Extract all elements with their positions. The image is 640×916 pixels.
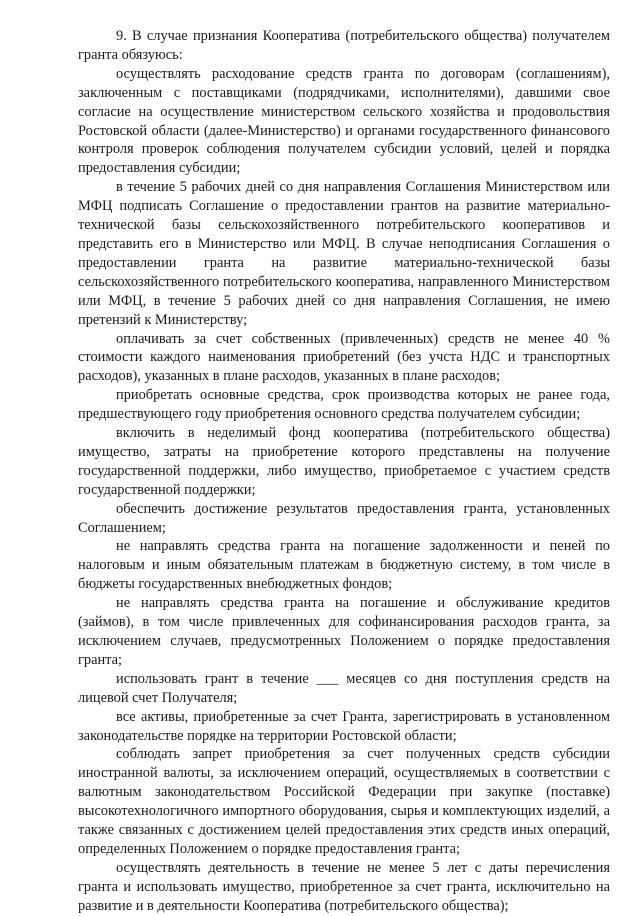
paragraph-sign-agreement: в течение 5 рабочих дней со дня направления Соглашения Министерством или МФЦ подписать Соглашение о предоставлении грантов на развитие материально-технической базы сельскохозяйственного потребительского кооперативов и представить его в Министерство или МФЦ. В случае неподписания Соглашения о предоставлении гранта на развитие материально-технической базы сельскохозяйственного потребительского кооператива, направленного Министерством или МФЦ, в течение 5 рабочих дней со дня направления Соглашения, не имею претензий к Министерству; — [78, 179, 610, 328]
paragraph-no-loan-payment: не направлять средства гранта на погашение и обслуживание кредитов (займов), в том числе привлеченных для софинансирования расходов гранта, за исключением случаев, предусмотренных Положением о порядке предоставления гранта; — [78, 595, 610, 668]
paragraph-obligations-intro: 9. В случае признания Кооператива (потребительского общества) получателем гранта обязуюсь: — [78, 28, 610, 63]
paragraph-spend-grant-funds: осуществлять расходование средств гранта по договорам (соглашениям), заключенным с поставщиками (подрядчиками, исполнителями), давшими свое согласие на осуществление министерством сельского хозяйства и продовольствия Ростовской области (далее-Министерство) и органами государственного финансового контроля проверок соблюдения получателем субсидии условий, целей и порядка предоставления субсидии; — [78, 65, 610, 177]
paragraph-achieve-results: обеспечить достижение результатов предоставления гранта, установленных Соглашением; — [78, 500, 610, 536]
paragraph-use-grant-period: использовать грант в течение ___ месяцев со дня поступления средств на лицевой счет Получателя; — [78, 670, 610, 706]
paragraph-own-funds-share: оплачивать за счет собственных (привлеченных) средств не менее 40 % стоимости каждого наименования приобретений (без учста НДС и транспортных расходов), указанных в плане расходов, указанных в плане расходов; — [78, 330, 610, 385]
paragraph-no-tax-debt-payment: не направлять средства гранта на погашение задолженности и пеней по налоговым и иным обязательным платежам в бюджетную систему, в том числе в бюджеты государственных внебюджетных фондов; — [78, 538, 610, 593]
document-page — [78, 27, 610, 916]
paragraph-register-assets: все активы, приобретенные за счет Гранта, зарегистрировать в установленном законодательстве порядке на территории Ростовской области; — [78, 708, 610, 744]
paragraph-fixed-assets-age: приобретать основные средства, срок производства которых не ранее года, предшествующего году приобретения основного средства получателем субсидии; — [78, 387, 610, 423]
paragraph-currency-ban: соблюдать запрет приобретения за счет полученных средств субсидии иностранной валюты, за исключением операций, осуществляемых в соответствии с валютным законодательством Российской Федерации при закупке (поставке) высокотехнологичного импортного оборудования, сырья и комплектующих изделий, а также связанных с достижением целей предоставления этих средств иных операций, определенных Положением о порядке предоставления гранта; — [78, 746, 610, 857]
paragraph-five-year-activity: осуществлять деятельность в течение не менее 5 лет с даты перечисления гранта и использовать имущество, приобретенное за счет гранта, исключительно на развитие и в деятельности Кооператива (потребительского общества); — [78, 859, 610, 914]
paragraph-indivisible-fund: включить в неделимый фонд кооператива (потребительского общества) имущество, затраты на приобретение которого представлены на получение государственной поддержки, либо имущество, приобретаемое с участием средств государственной поддержки; — [78, 425, 610, 498]
